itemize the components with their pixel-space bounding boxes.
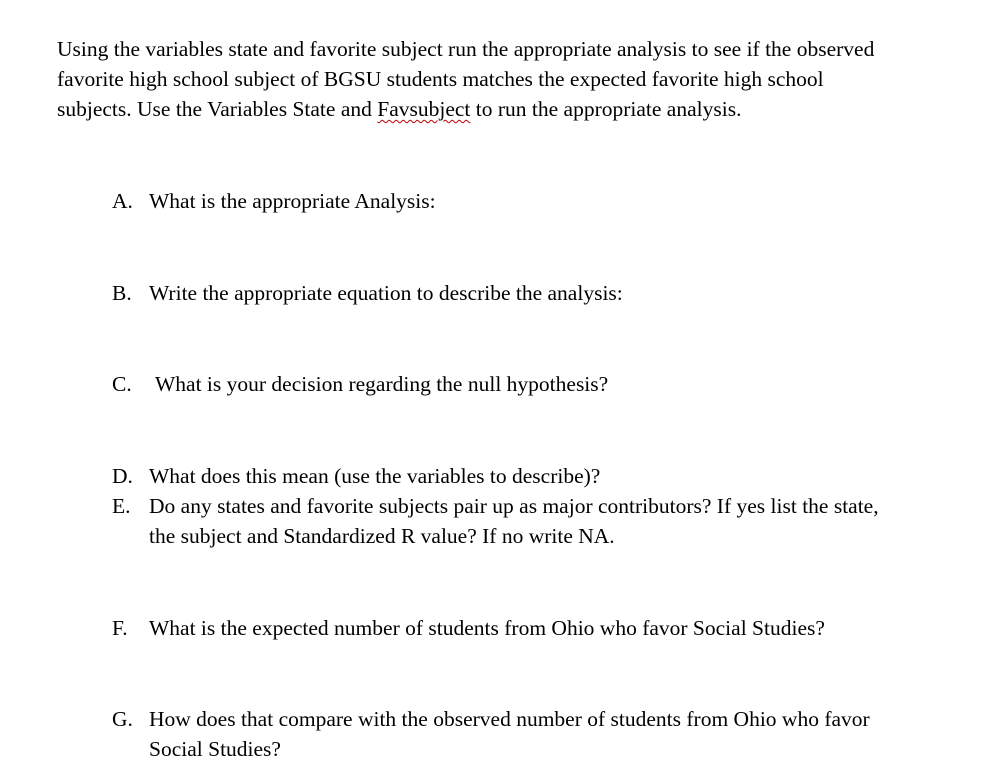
question-f-letter: F. [112,616,128,640]
intro-line-3-end: to run the appropriate analysis. [470,97,742,121]
intro-line-3 [57,94,977,124]
question-g [112,704,972,764]
question-f-text: What is the expected number of students from Ohio who favor Social Studies? [149,616,825,640]
question-a [112,186,972,216]
question-a-text: What is the appropriate Analysis: [149,189,436,213]
intro-paragraph [57,34,977,124]
question-g-text-line-1: How does that compare with the observed number of students from Ohio who favor [149,707,870,731]
question-c-letter: C. [112,372,132,396]
question-g-text-line-2: Social Studies? [149,737,281,761]
intro-line-1: Using the variables state and favorite subject run the appropriate analysis to see if the observed [57,37,875,61]
spellcheck-flagged-word[interactable]: Favsubject [377,97,471,121]
question-e [112,491,972,551]
question-a-letter: A. [112,189,133,213]
question-c-text: What is your decision regarding the null hypothesis? [155,372,609,396]
question-b-text: Write the appropriate equation to describe the analysis: [149,281,623,305]
intro-line-2: favorite high school subject of BGSU students matches the expected favorite high school [57,67,824,91]
question-c [112,369,972,399]
question-g-letter: G. [112,707,133,731]
intro-line-3-start: subjects. Use the Variables State and [57,97,378,121]
question-e-text-line-1: Do any states and favorite subjects pair up as major contributors? If yes list the state, [149,494,879,518]
question-e-letter: E. [112,494,131,518]
question-d-text: What does this mean (use the variables to describe)? [149,464,601,488]
question-b [112,278,972,308]
question-d [112,461,972,491]
question-b-letter: B. [112,281,132,305]
question-d-letter: D. [112,464,133,488]
question-e-text-line-2: the subject and Standardized R value? If no write NA. [149,524,615,548]
question-f [112,613,972,643]
